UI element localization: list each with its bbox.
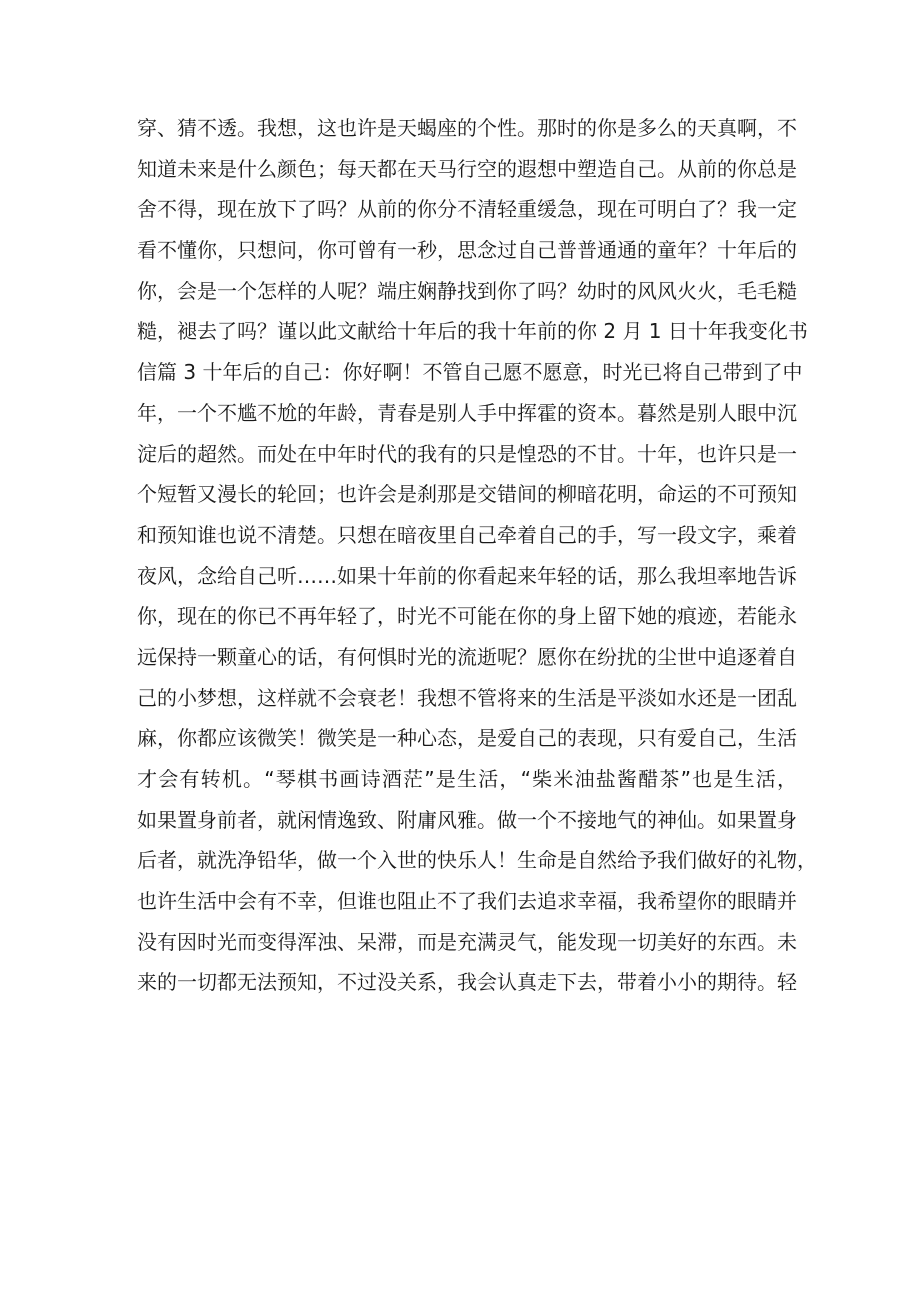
text-line: 你，现在的你已不再年轻了，时光不可能在你的身上留下她的痕迹，若能永 [137,604,797,629]
text-line: 看不懂你，只想问，你可曾有一秒，思念过自己普普通通的童年？十年后的 [137,238,797,263]
text-line: 麻，你都应该微笑！微笑是一种心态，是爱自己的表现，只有爱自己，生活 [137,726,797,751]
text-line: 知道未来是什么颜色；每天都在天马行空的遐想中塑造自己。从前的你总是 [137,156,797,181]
text-line: 和预知谁也说不清楚。只想在暗夜里自己牵着自己的手，写一段文字，乘着 [137,522,797,547]
text-line: 你，会是一个怎样的人呢？端庄娴静找到你了吗？幼时的风风火火，毛毛糙 [137,278,797,303]
text-line: 糙，褪去了吗？谨以此文献给十年后的我十年前的你 2 月 1 日十年我变化书 [137,319,808,344]
text-line: 如果置身前者，就闲情逸致、附庸风雅。做一个不接地气的神仙。如果置身 [137,807,797,832]
text-line: 年，一个不尴不尬的年龄，青春是别人手中挥霍的资本。暮然是别人眼中沉 [137,400,797,425]
text-line: 远保持一颗童心的话，有何惧时光的流逝呢？愿你在纷扰的尘世中追逐着自 [137,644,797,669]
text-line: 后者，就洗净铅华，做一个入世的快乐人！生命是自然给予我们做好的礼物， [137,848,817,873]
text-line: 也许生活中会有不幸，但谁也阻止不了我们去追求幸福，我希望你的眼睛并 [137,889,797,914]
text-line: 信篇 3 十年后的自己：你好啊！不管自己愿不愿意，时光已将自己带到了中 [137,360,803,385]
text-line: 没有因时光而变得浑浊、呆滞，而是充满灵气，能发现一切美好的东西。未 [137,929,797,954]
body-text [137,108,817,1003]
text-line: 个短暂又漫长的轮回；也许会是刹那是交错间的柳暗花明，命运的不可预知 [137,482,797,507]
text-line: 来的一切都无法预知，不过没关系，我会认真走下去，带着小小的期待。轻 [137,970,797,995]
text-line: 舍不得，现在放下了吗？从前的你分不清轻重缓急，现在可明白了？我一定 [137,197,797,222]
text-line: 才会有转机。“琴棋书画诗酒茫”是生活，“柴米油盐酱醋茶”也是生活， [137,767,797,791]
text-line: 己的小梦想，这样就不会衰老！我想不管将来的生活是平淡如水还是一团乱 [137,685,797,710]
text-line: 穿、猜不透。我想，这也许是天蝎座的个性。那时的你是多么的天真啊，不 [137,116,797,140]
text-line: 淀后的超然。而处在中年时代的我有的只是惶恐的不甘。十年，也许只是一 [137,441,797,466]
text-line: 夜风，念给自己听……如果十年前的你看起来年轻的话，那么我坦率地告诉 [137,563,797,588]
